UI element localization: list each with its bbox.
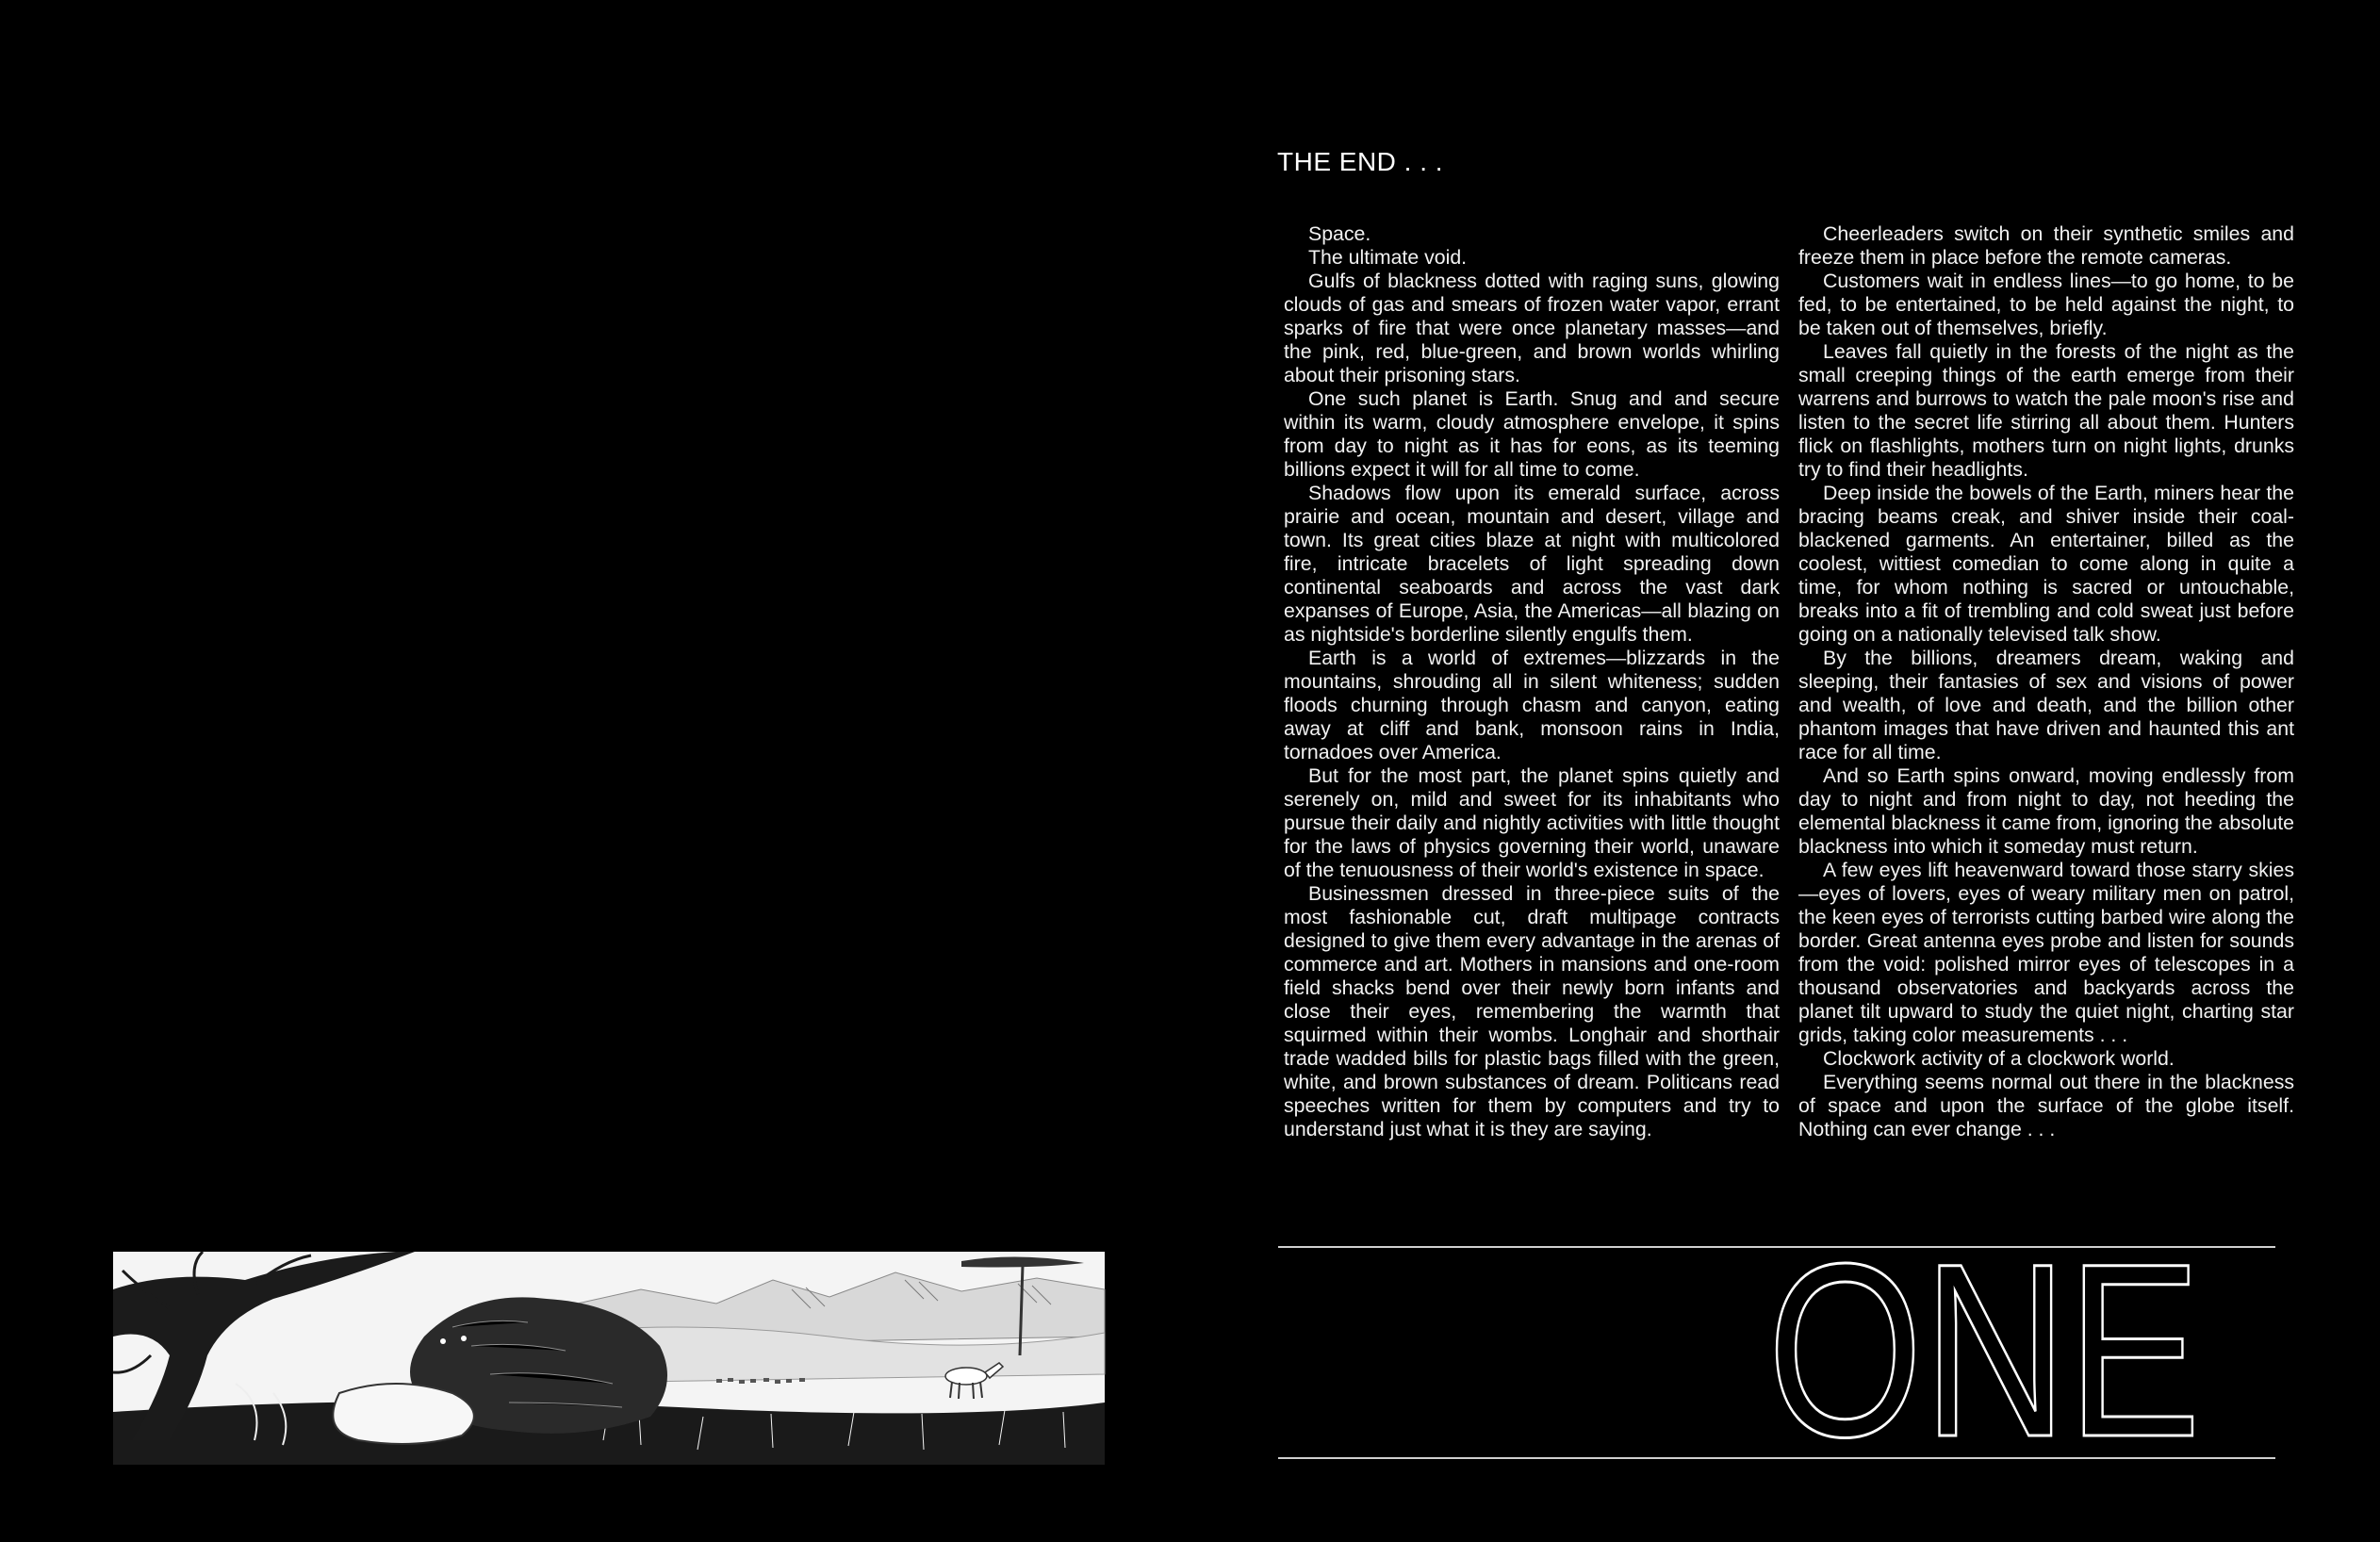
paragraph: Customers wait in endless lines—to go home, to be fed, to be entertained, to be held against the night, to be taken out of themselves, briefly. — [1798, 270, 2294, 339]
paragraph: Shadows flow upon its emerald surface, across prairie and ocean, mountain and desert, village and town. Its great cities blaze at night with multicolored fire, intricate bracelets of light spreading down continental seaboards and across the vast dark expanses of Europe, Asia, the Americas—all blazing on as nightside's borderline silently engulfs them. — [1284, 482, 1780, 646]
paragraph: Businessmen dressed in three-piece suits of the most fashionable cut, draft multipage contracts designed to give them every advantage in the arenas of commerce and art. Mothers in mansions and one-room field shacks bend over their newly born infants and close their eyes, remembering the warmth that squirmed within their wombs. Longhair and shorthair trade wadded bills for plastic bags filled with the green, white, and brown substances of dream. Politicans read speeches written for them by computers and try to understand just what it is they are saying. — [1284, 882, 1780, 1140]
paragraph: Deep inside the bowels of the Earth, miners hear the bracing beams creak, and shiver inside their coal-blackened garments. An entertainer, billed as the coolest, wittiest comedian to come along in quite a time, for whom nothing is sacred or untouchable, breaks into a fit of trembling and cold sweat just before going on a nationally televised talk show. — [1798, 482, 2294, 646]
paragraph: Cheerleaders switch on their synthetic smiles and freeze them in place before the remote cameras. — [1798, 222, 2294, 269]
paragraph: But for the most part, the planet spins quietly and serenely on, mild and sweet for its inhabitants who pursue their daily and nightly activities with little thought for the laws of physics governing their world, unaware of the tenuousness of their world's existence in space. — [1284, 764, 1780, 881]
paragraph: Everything seems normal out there in the blackness of space and upon the surface of the globe itself. Nothing can ever change . . . — [1798, 1071, 2294, 1140]
paragraph: Leaves fall quietly in the forests of the night as the small creeping things of the earth emerge from their warrens and burrows to watch the pale moon's rise and listen to the secret life stirring all about them. Hunters flick on flashlights, mothers turn on night lights, drunks try to find their headlights. — [1798, 340, 2294, 481]
paragraph: Clockwork activity of a clockwork world. — [1823, 1047, 2175, 1070]
text-column-right — [1798, 222, 2294, 1141]
paragraph: A few eyes lift heavenward toward those starry skies—eyes of lovers, eyes of weary military men on patrol, the keen eyes of terrorists cutting barbed wire along the border. Great antenna eyes probe and listen for sounds from the void: polished mirror eyes of telescopes in a thousand observatories and backyards across the planet tilt upward to study the quiet night, charting star grids, taking color measurements . . . — [1798, 859, 2294, 1046]
illustration-panel — [113, 1252, 1105, 1465]
paragraph: Earth is a world of extremes—blizzards in the mountains, shrouding all in silent whiteness; sudden floods churning through chasm and canyon, eating away at cliff and bank, monsoon rains in India, tornadoes over America. — [1284, 647, 1780, 763]
chapter-title — [1763, 1212, 2206, 1488]
landscape-illustration — [113, 1252, 1105, 1465]
paragraph: And so Earth spins onward, moving endlessly from day to night and from night to day, not heeding the elemental blackness it came from, ignoring the absolute blackness into which it someday must return. — [1798, 764, 2294, 858]
text-column-left — [1284, 222, 1780, 1141]
paragraph: Gulfs of blackness dotted with raging suns, glowing clouds of gas and smears of frozen water vapor, errant sparks of fire that were once planetary masses—and the pink, red, blue-green, and brown worlds whirling about their prisoning stars. — [1284, 270, 1780, 386]
chapter-title-text: ONE — [1767, 1212, 2201, 1488]
paragraph: The ultimate void. — [1308, 246, 1468, 269]
paragraph: One such planet is Earth. Snug and and secure within its warm, cloudy atmosphere envelope, it spins from day to night as it has for eons, as its teeming billions expect it will for all time to come. — [1284, 387, 1780, 481]
page-header: THE END . . . — [1277, 147, 1444, 176]
paragraph: Space. — [1308, 222, 1371, 245]
paragraph: By the billions, dreamers dream, waking and sleeping, their fantasies of sex and visions of power and wealth, of love and death, and the billion other phantom images that have driven and haunted this ant race for all time. — [1798, 647, 2294, 763]
